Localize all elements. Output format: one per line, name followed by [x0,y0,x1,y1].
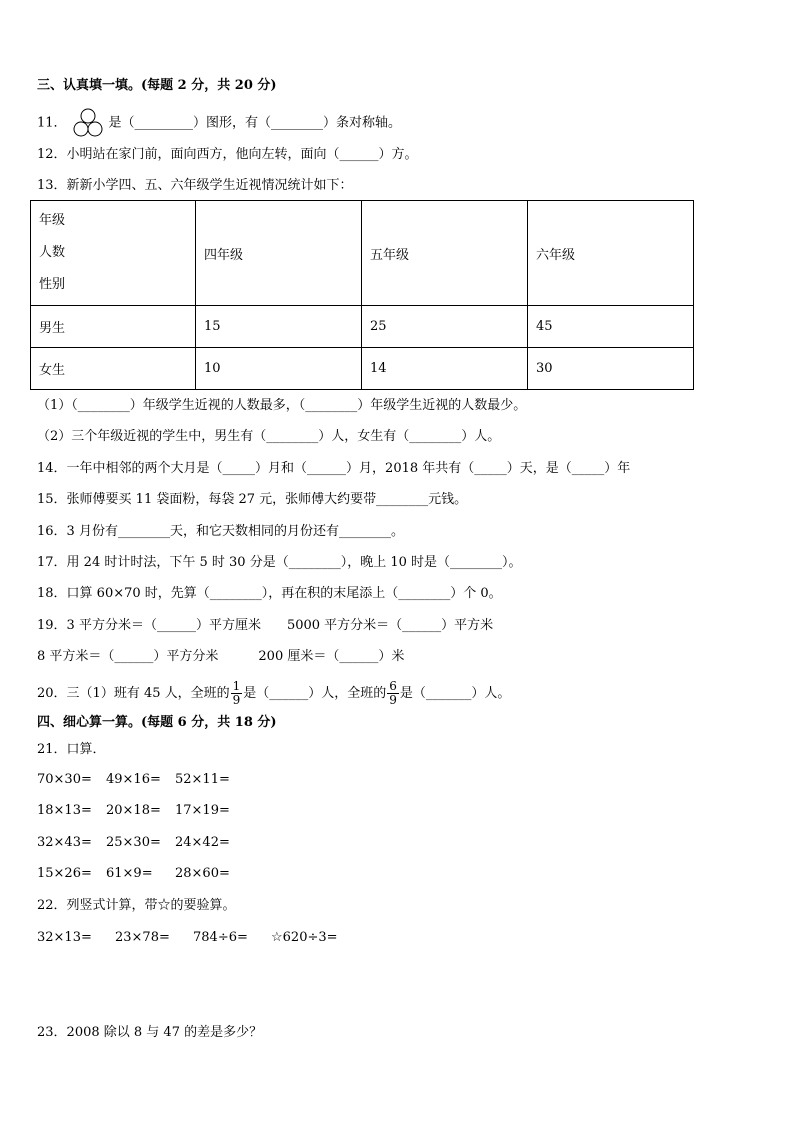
table-row [31,306,694,348]
question-18: 18．口算 60×70 时，先算（________），再在积的末尾添上（________）个 0。 [37,586,502,601]
table-cell: 15 [196,306,362,348]
corner-label-gender: 性别 [39,277,66,292]
question-19-a: 19．3 平方分米＝（______）平方厘米 [37,618,261,633]
question-17: 17．用 24 时计时法，下午 5 时 30 分是（________），晚上 10 时是（________）。 [37,555,522,570]
fraction-six-ninths [387,680,399,707]
calc-item: 32×43= [37,835,92,850]
table-row [31,348,694,390]
calc-item: 49×16= [106,772,161,787]
fraction-numerator: 1 [232,679,241,693]
question-16: 16．3 月份有________天，和它天数相同的月份还有________。 [37,524,404,539]
corner-label-count: 人数 [39,245,66,260]
question-20 [37,680,510,707]
table-cell: 14 [362,348,528,390]
calc-item: 61×9= [106,866,153,881]
question-20-part-3: 是（_______）人。 [399,686,511,701]
column-header-grade4: 四年级 [196,201,362,306]
vertical-calc-item: 23×78= [115,930,170,945]
question-12: 12．小明站在家门前，面向西方，他向左转，面向（______）方。 [37,147,418,162]
table-cell: 25 [362,306,528,348]
question-21: 21．口算． [37,742,106,757]
row-label-boys: 男生 [31,306,196,348]
question-19-line-2 [37,648,404,666]
question-19-d: 200 厘米＝（______）米 [258,649,405,664]
table-header-row [31,201,694,306]
section-4-title: 四、细心算一算。(每题 6 分，共 18 分) [37,715,277,730]
question-19-line-1 [37,617,493,635]
question-13-part-2: （2）三个年级近视的学生中，男生有（________）人，女生有（________）人。 [37,429,501,444]
question-15: 15．张师傅要买 11 袋面粉，每袋 27 元，张师傅大约要带________元钱。 [37,492,468,507]
calc-item: 52×11= [175,772,230,787]
question-13: 13．新新小学四、五、六年级学生近视情况统计如下： [37,178,353,193]
column-header-grade6: 六年级 [528,201,694,306]
calc-row [37,834,230,852]
question-19-b: 5000 平方分米＝（______）平方米 [286,618,494,633]
question-13-part-1: （1）（________）年级学生近视的人数最多，（________）年级学生近视的人数最少。 [37,398,527,413]
table-cell: 45 [528,306,694,348]
calc-item: 24×42= [175,835,230,850]
question-11-text: 是（_________）图形，有（________）条对称轴。 [108,115,402,131]
calc-item: 15×26= [37,866,92,881]
question-20-part-1: 20．三（1）班有 45 人，全班的 [37,686,230,701]
question-14: 14．一年中相邻的两个大月是（_____）月和（______）月，2018 年共有（_____）天，是（_____）年 [37,461,631,476]
calc-row [37,802,230,820]
calc-item: 18×13= [37,803,92,818]
vertical-calc-item: 784÷6= [193,930,248,945]
corner-label-grade: 年级 [39,213,66,228]
question-19-c: 8 平方米＝（______）平方分米 [37,649,219,664]
calc-item: 70×30= [37,772,92,787]
fraction-one-ninth [231,680,243,707]
fraction-denominator: 9 [232,693,241,707]
table-cell: 30 [528,348,694,390]
fraction-denominator: 9 [389,693,397,707]
question-20-part-2: 是（______）人，全班的 [243,686,387,701]
question-11-number: 11． [37,115,67,131]
calc-row [37,771,230,789]
vertical-calc-row [37,929,338,947]
calc-item: 25×30= [106,835,161,850]
calc-item: 20×18= [106,803,161,818]
section-3-title: 三、认真填一填。(每题 2 分，共 20 分) [37,78,277,93]
table-cell: 10 [196,348,362,390]
myopia-stats-table [30,200,694,390]
calc-row [37,865,230,883]
row-label-girls: 女生 [31,348,196,390]
fraction-numerator: 6 [389,679,397,693]
calc-item: 28×60= [175,866,230,881]
question-11 [37,108,401,138]
vertical-calc-item: 32×13= [37,930,92,945]
calc-item: 17×19= [175,803,230,818]
three-circles-icon [71,108,105,138]
column-header-grade5: 五年级 [362,201,528,306]
question-22: 22．列竖式计算，带☆的要验算。 [37,898,236,913]
table-corner-cell [31,201,196,306]
vertical-calc-item: ☆620÷3= [271,930,338,945]
question-23: 23．2008 除以 8 与 47 的差是多少？ [37,1025,263,1040]
